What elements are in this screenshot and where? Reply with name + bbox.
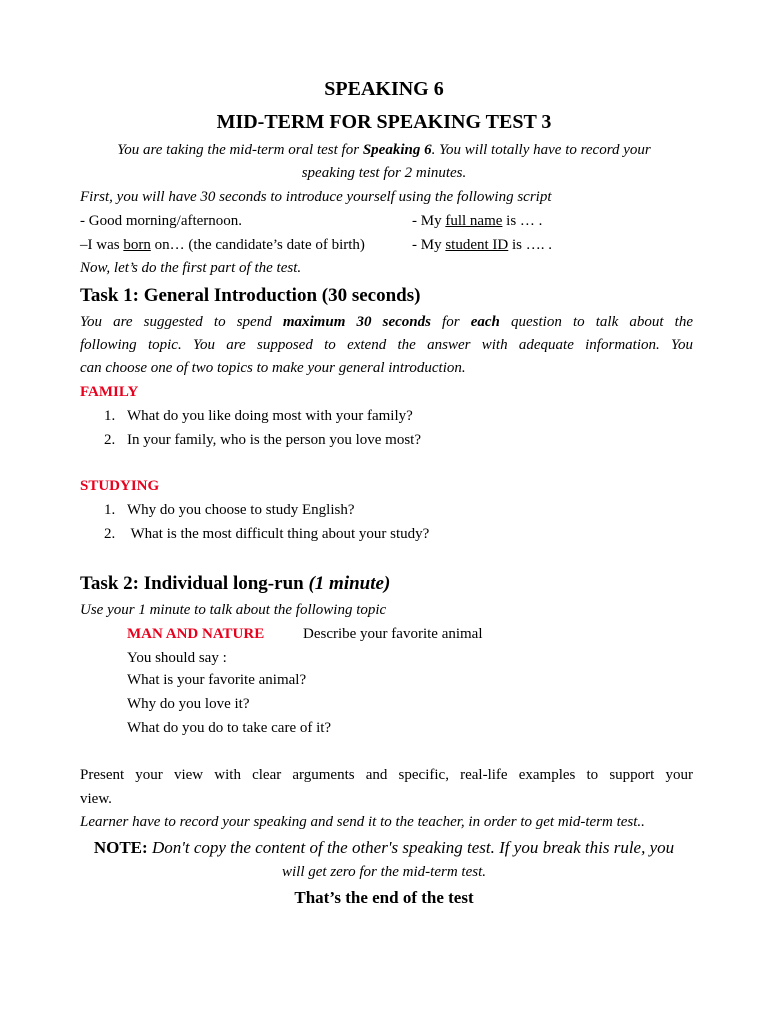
script-underlined: full name <box>445 213 503 229</box>
intro-line-1 <box>0 141 768 159</box>
topic-man-nature-label: MAN AND NATURE <box>127 626 265 642</box>
note-line-2: will get zero for the mid-term test. <box>281 864 486 880</box>
script-text: - My <box>412 213 446 229</box>
task2-question-3: What do you do to take care of it? <box>127 720 332 736</box>
studying-question-2: What is the most difficult thing about your study? <box>127 526 430 542</box>
topic-studying-label: STUDYING <box>80 478 160 494</box>
script-greeting: - Good morning/afternoon. <box>80 213 243 229</box>
intro-line-2: speaking test for 2 minutes. <box>301 165 467 181</box>
task2-question-1: What is your favorite animal? <box>127 672 307 688</box>
task2-heading <box>80 572 390 595</box>
script-underlined: student ID <box>445 237 509 253</box>
topic-description: Describe your favorite animal <box>303 626 483 642</box>
learner-note: Learner have to record your speaking and send it to the teacher, in order to get mid-term test.. <box>80 814 645 830</box>
intro-text: You are taking the mid-term oral test for <box>117 142 363 158</box>
topic-family-label: FAMILY <box>80 384 139 400</box>
list-number: 1. <box>104 408 116 424</box>
note-line-1 <box>0 837 768 858</box>
script-full-name <box>412 212 542 230</box>
task1-para-line-3: can choose one of two topics to make your general introduction. <box>80 360 466 376</box>
document-title: SPEAKING 6 <box>324 78 444 100</box>
script-text: is …. . <box>508 237 553 253</box>
task2-heading-text: Task 2: Individual long-run <box>80 573 309 594</box>
task1-text: You are suggested to spend <box>80 314 283 330</box>
script-student-id <box>412 236 552 254</box>
family-question-1: What do you like doing most with your family? <box>127 408 413 424</box>
note-label: NOTE: <box>93 838 148 857</box>
intro-text-cont: . You will totally have to record your <box>431 142 651 158</box>
task1-emph: each <box>470 314 500 330</box>
list-number: 2. <box>104 432 116 448</box>
studying-question-1: Why do you choose to study English? <box>127 502 355 518</box>
script-birth <box>80 236 365 254</box>
task2-heading-duration: (1 minute) <box>308 573 391 594</box>
present-line-2: view. <box>80 791 112 807</box>
intro-course-name: Speaking 6 <box>362 142 432 158</box>
intro-line-3: First, you will have 30 seconds to introduce yourself using the following script <box>80 189 552 205</box>
present-line-1: Present your view with clear arguments and specific, real-life examples to support your <box>80 767 693 783</box>
task1-heading: Task 1: General Introduction (30 seconds) <box>80 285 421 306</box>
script-underlined: born <box>123 237 151 253</box>
task2-question-2: Why do you love it? <box>127 696 250 712</box>
task1-para-line-1 <box>80 313 693 331</box>
script-text: is … . <box>502 213 543 229</box>
script-text: –I was <box>80 237 124 253</box>
end-line: That’s the end of the test <box>294 888 474 907</box>
list-number: 2. <box>104 526 116 542</box>
task1-emph: maximum 30 seconds <box>282 314 431 330</box>
you-should-say: You should say : <box>127 650 227 666</box>
script-text: - My <box>412 237 446 253</box>
note-text: Don't copy the content of the other's speaking test. If you break this rule, you <box>147 838 675 857</box>
document-subtitle: MID-TERM FOR SPEAKING TEST 3 <box>216 111 552 133</box>
list-number: 1. <box>104 502 116 518</box>
family-question-2: In your family, who is the person you love most? <box>127 432 421 448</box>
now-line: Now, let’s do the first part of the test. <box>80 260 302 276</box>
task1-text: for <box>430 314 471 330</box>
task2-instruction: Use your 1 minute to talk about the following topic <box>80 602 387 618</box>
task1-text: question to talk about the <box>499 314 693 330</box>
task1-para-line-2: following topic. You are supposed to extend the answer with adequate information. You <box>80 337 693 353</box>
script-text: on… (the candidate’s date of birth) <box>150 237 365 253</box>
